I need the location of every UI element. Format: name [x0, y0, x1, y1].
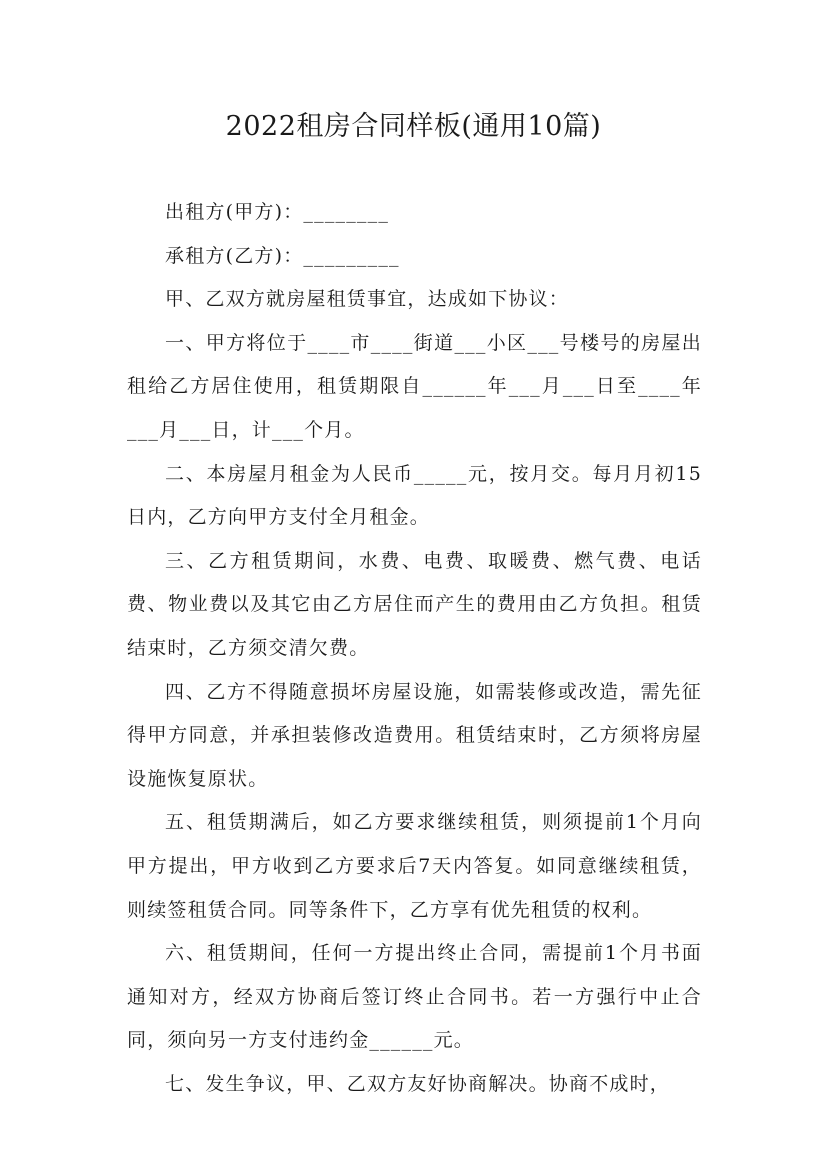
party-a-line: 出租方(甲方)：________ — [165, 201, 390, 223]
clause-7: 七、发生争议，甲、乙双方友好协商解决。协商不成时， — [165, 1072, 671, 1095]
agreement-intro: 甲、乙双方就房屋租赁事宜，达成如下协议： — [165, 288, 570, 311]
party-b-line: 承租方(乙方)：_________ — [165, 244, 400, 267]
document-title: 2022租房合同样板(通用10篇) — [225, 111, 602, 142]
clause-4: 四、乙方不得随意损坏房屋设施，如需装修或改造，需先征得甲方同意，并承担装修改造费用。租赁结束时，乙方须将房屋设施恢复原状。 — [127, 680, 702, 790]
clause-3: 三、乙方租赁期间，水费、电费、取暖费、燃气费、电话费、物业费以及其它由乙方居住而产生的费用由乙方负担。租赁结束时，乙方须交清欠费。 — [127, 549, 702, 659]
document-body — [127, 191, 702, 1106]
clause-1: 一、甲方将位于____市____街道___小区___号楼号的房屋出租给乙方居住使用，租赁期限自______年___月___日至____年___月___日，计___个月。 — [127, 331, 702, 441]
clause-2: 二、本房屋月租金为人民币_____元，按月交。每月月初15日内，乙方向甲方支付全月租金。 — [127, 462, 702, 529]
clause-6: 六、租赁期间，任何一方提出终止合同，需提前1个月书面通知对方，经双方协商后签订终止合同书。若一方强行中止合同，须向另一方支付违约金______元。 — [127, 942, 702, 1052]
clause-5: 五、租赁期满后，如乙方要求继续租赁，则须提前1个月向甲方提出，甲方收到乙方要求后7天内答复。如同意继续租赁，则续签租赁合同。同等条件下，乙方享有优先租赁的权利。 — [127, 811, 702, 921]
